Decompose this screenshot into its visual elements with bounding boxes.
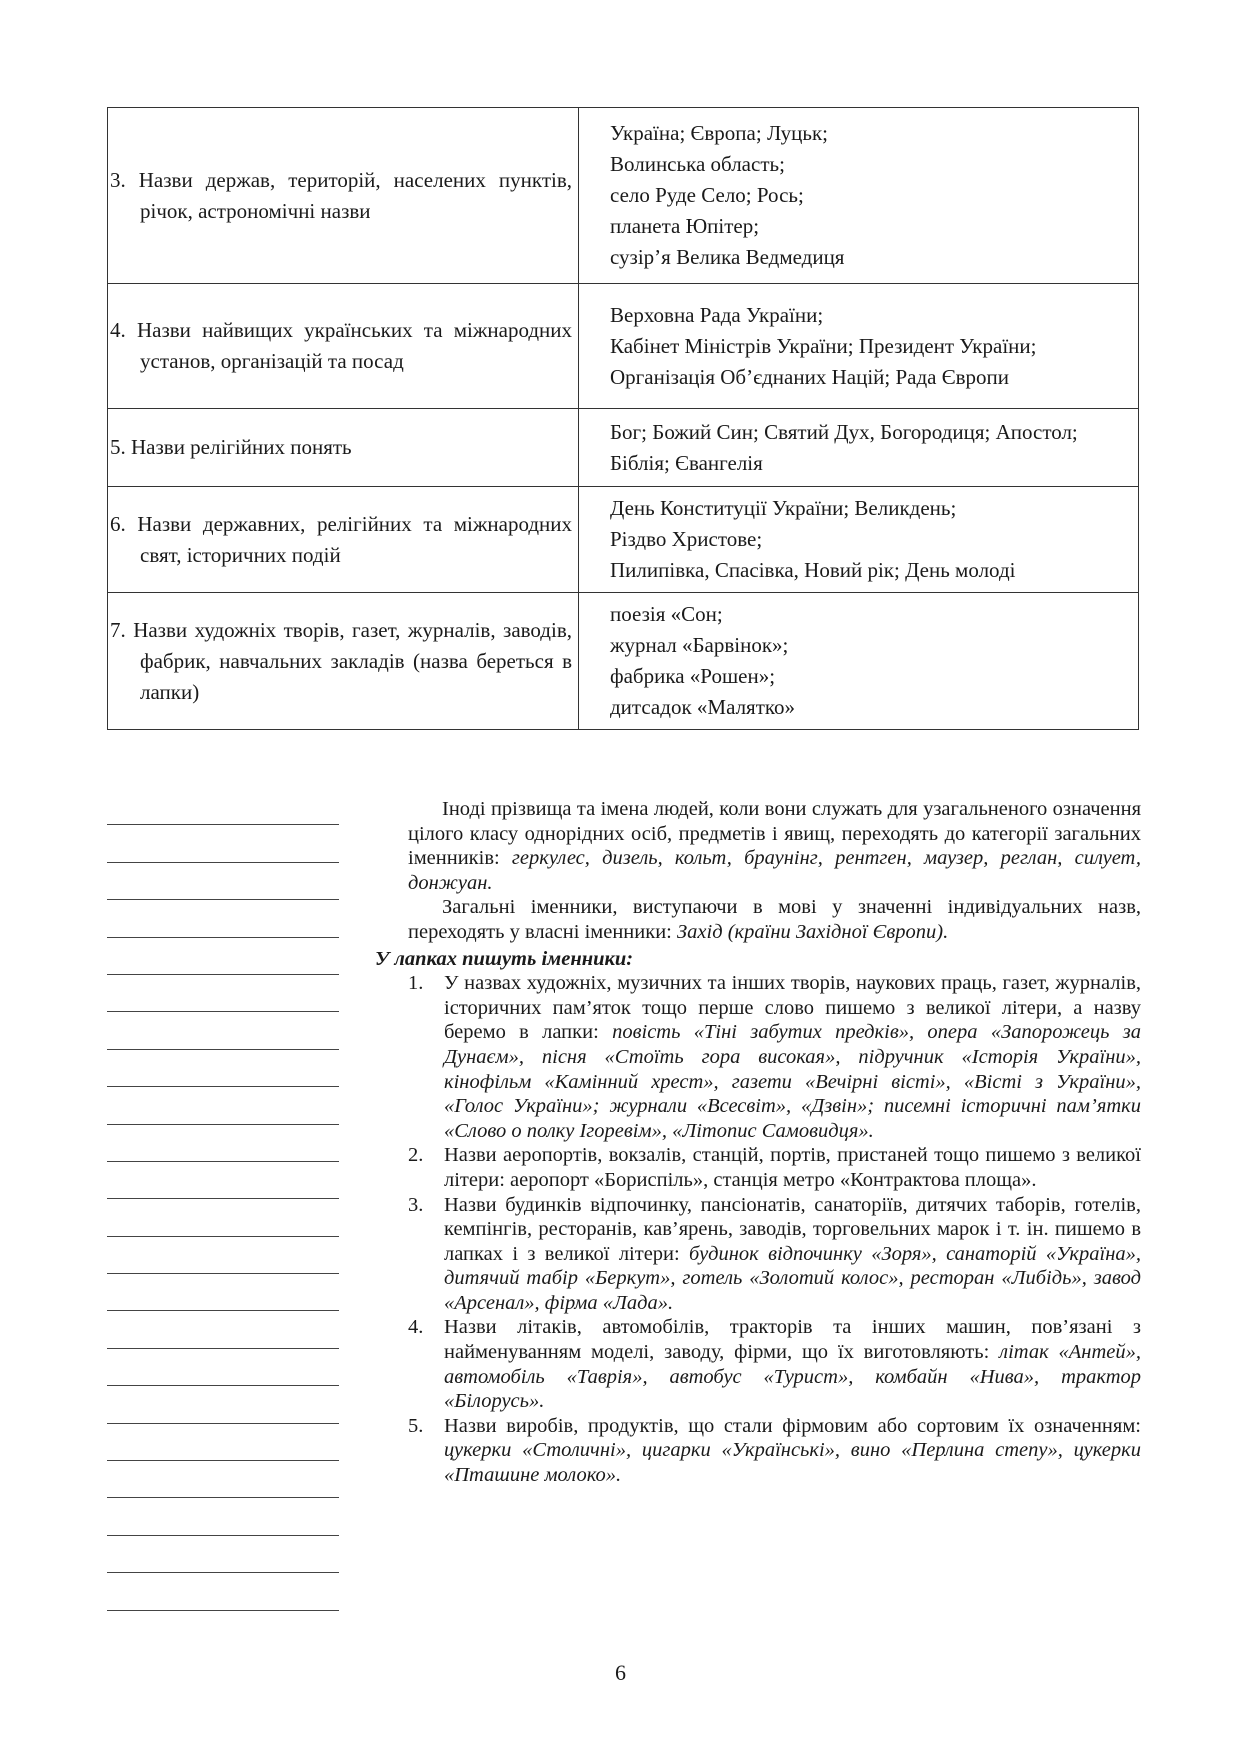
table-row bbox=[108, 284, 1139, 409]
paragraph-text: Загальні іменники, виступаючи в мові у значенні індивідуальних назв, переходять у власні іменники: bbox=[408, 896, 1141, 943]
page-number: 6 bbox=[615, 1660, 626, 1685]
note-line bbox=[107, 1349, 339, 1386]
category-cell bbox=[108, 284, 579, 409]
example-line: фабрика «Рошен»; bbox=[610, 664, 776, 688]
example-line: Різдво Христове; bbox=[610, 527, 763, 551]
note-line bbox=[107, 1162, 339, 1199]
list-number: 1. bbox=[408, 972, 424, 995]
example-line: Україна; Європа; Луцьк; bbox=[610, 121, 829, 145]
note-line bbox=[107, 825, 339, 862]
examples-cell bbox=[579, 487, 1139, 593]
example-line: дитсадок «Малятко» bbox=[610, 695, 796, 719]
example-line: Волинська область; bbox=[610, 152, 785, 176]
note-line bbox=[107, 975, 339, 1012]
example-line: журнал «Барвінок»; bbox=[610, 633, 789, 657]
paragraph-text: Іноді прізвища та імена людей, коли вони служать для узагальненого означення цілого класу однорідних осіб, предметів і явищ, переходять до категорії загальних іменників: bbox=[408, 798, 1141, 870]
category-text: 4. Назви найвищих українських та міжнародних установ, організацій та посад bbox=[110, 318, 572, 373]
list-examples: будинок відпочинку «Зоря», санаторій «Україна», дитячий табір «Беркут», готель «Золотий колос», ресторан «Либідь», завод «Арсенал», фірма «Лада». bbox=[444, 1242, 1141, 1314]
note-line bbox=[107, 1199, 339, 1236]
note-line bbox=[107, 1087, 339, 1124]
examples-cell bbox=[579, 593, 1139, 730]
example-line: планета Юпітер; bbox=[610, 214, 760, 238]
list-item bbox=[375, 971, 1141, 1143]
examples-cell bbox=[579, 108, 1139, 284]
section-heading: У лапках пишуть іменники: bbox=[375, 947, 634, 970]
list-item bbox=[375, 1414, 1141, 1488]
category-text: 6. Назви державних, релігійних та міжнародних свят, історичних подій bbox=[110, 511, 572, 567]
note-line bbox=[107, 788, 339, 825]
note-line bbox=[107, 1050, 339, 1087]
example-line: Біблія; Євангелія bbox=[610, 450, 763, 475]
category-text: 3. Назви держав, територій, населених пунктів, річок, астрономічні назви bbox=[110, 167, 572, 223]
category-cell bbox=[108, 409, 579, 487]
table-row bbox=[108, 593, 1139, 730]
list-item bbox=[375, 1143, 1141, 1192]
category-text: 7. Назви художніх творів, газет, журналів, заводів, фабрик, навчальних закладів (назва береться в лапки) bbox=[110, 617, 572, 704]
list-examples: цукерки «Столичні», цигарки «Українські», вино «Перлина степу», цукерки «Пташине молоко». bbox=[444, 1439, 1141, 1487]
note-line bbox=[107, 1498, 339, 1535]
category-cell bbox=[108, 593, 579, 730]
list-item bbox=[375, 1193, 1141, 1316]
main-text bbox=[375, 797, 1141, 1488]
note-line bbox=[107, 1311, 339, 1348]
paragraph-examples: геркулес, дизель, кольт, браунінг, рентген, маузер, реглан, силует, донжуан. bbox=[408, 847, 1141, 894]
list-number: 2. bbox=[408, 1144, 424, 1167]
category-text: 5. Назви релігійних понять bbox=[110, 435, 352, 459]
note-line bbox=[107, 1125, 339, 1162]
note-line bbox=[107, 1573, 339, 1610]
example-line: поезія «Сон; bbox=[610, 602, 723, 626]
list-text: Назви аеропортів, вокзалів, станцій, портів, пристаней тощо пишемо з великої літери: аеропорт «Бориспіль», станція метро «Контрактова площа». bbox=[444, 1144, 1141, 1191]
list-item bbox=[375, 1315, 1141, 1413]
note-line bbox=[107, 938, 339, 975]
paragraph bbox=[375, 895, 1141, 944]
list-examples: літак «Антей», автомобіль «Таврія», автобус «Турист», комбайн «Нива», трактор «Білорусь». bbox=[444, 1341, 1141, 1413]
note-line bbox=[107, 1237, 339, 1274]
table-row bbox=[108, 108, 1139, 284]
paragraph-examples: Захід (країни Західної Європи). bbox=[677, 920, 949, 943]
list-text: Назви літаків, автомобілів, тракторів та інших машин, пов’язані з найменуванням моделі, заводу, фірми, що їх виготовляють: bbox=[444, 1316, 1141, 1364]
list-text: Назви виробів, продуктів, що стали фірмовим або сортовим їх означенням: bbox=[444, 1414, 1141, 1437]
category-cell bbox=[108, 487, 579, 593]
note-line bbox=[107, 1012, 339, 1049]
examples-cell bbox=[579, 284, 1139, 409]
list-examples: повість «Тіні забутих предків», опера «Запорожець за Дунаєм», пісня «Стоїть гора високая», підручник «Історія України», кінофільм «Камінний хрест», газети «Вечірні вісті», «Вісті з України», «Голос України»; журнали «Всесвіт», «Дзвін»; писемні історичні пам’ятки «Слово о полку Ігоревім», «Літопис Самовидця». bbox=[444, 1021, 1141, 1142]
examples-cell bbox=[579, 409, 1139, 487]
list-number: 5. bbox=[408, 1414, 424, 1437]
note-line bbox=[107, 1424, 339, 1461]
note-line bbox=[107, 1386, 339, 1423]
paragraph bbox=[375, 797, 1141, 895]
example-line: сузір’я Велика Ведмедиця bbox=[610, 245, 845, 269]
example-line: Верховна Рада України; bbox=[610, 302, 824, 327]
list-number: 4. bbox=[408, 1316, 424, 1339]
note-line bbox=[107, 1536, 339, 1573]
example-line: Організація Об’єднаних Націй; Рада Європи bbox=[610, 364, 1009, 389]
example-line: День Конституції України; Великдень; bbox=[610, 496, 957, 520]
example-line: село Руде Село; Рось; bbox=[610, 183, 804, 207]
note-line bbox=[107, 1461, 339, 1498]
note-line bbox=[107, 1274, 339, 1311]
table-row bbox=[108, 487, 1139, 593]
category-cell bbox=[108, 108, 579, 284]
note-line bbox=[107, 900, 339, 937]
note-line bbox=[107, 863, 339, 900]
example-line: Бог; Божий Син; Святий Дух, Богородиця; Апостол; bbox=[610, 419, 1078, 444]
rules-table bbox=[107, 107, 1139, 730]
example-line: Кабінет Міністрів України; Президент України; bbox=[610, 333, 1037, 358]
notes-lines bbox=[107, 788, 339, 1611]
list-text: У назвах художніх, музичних та інших творів, наукових праць, газет, журналів, історичних пам’яток тощо перше слово пишемо з великої літери, а назву беремо в лапки: bbox=[444, 972, 1141, 1044]
list-text: Назви будинків відпочинку, пансіонатів, санаторіїв, дитячих таборів, готелів, кемпінгів, ресторанів, кав’ярень, заводів, торговельних марок і т. ін. пишемо в лапках і з великої літери: bbox=[444, 1193, 1141, 1265]
list-number: 3. bbox=[408, 1193, 424, 1216]
example-line: Пилипівка, Спасівка, Новий рік; День молоді bbox=[610, 558, 1016, 582]
table-row bbox=[108, 409, 1139, 487]
